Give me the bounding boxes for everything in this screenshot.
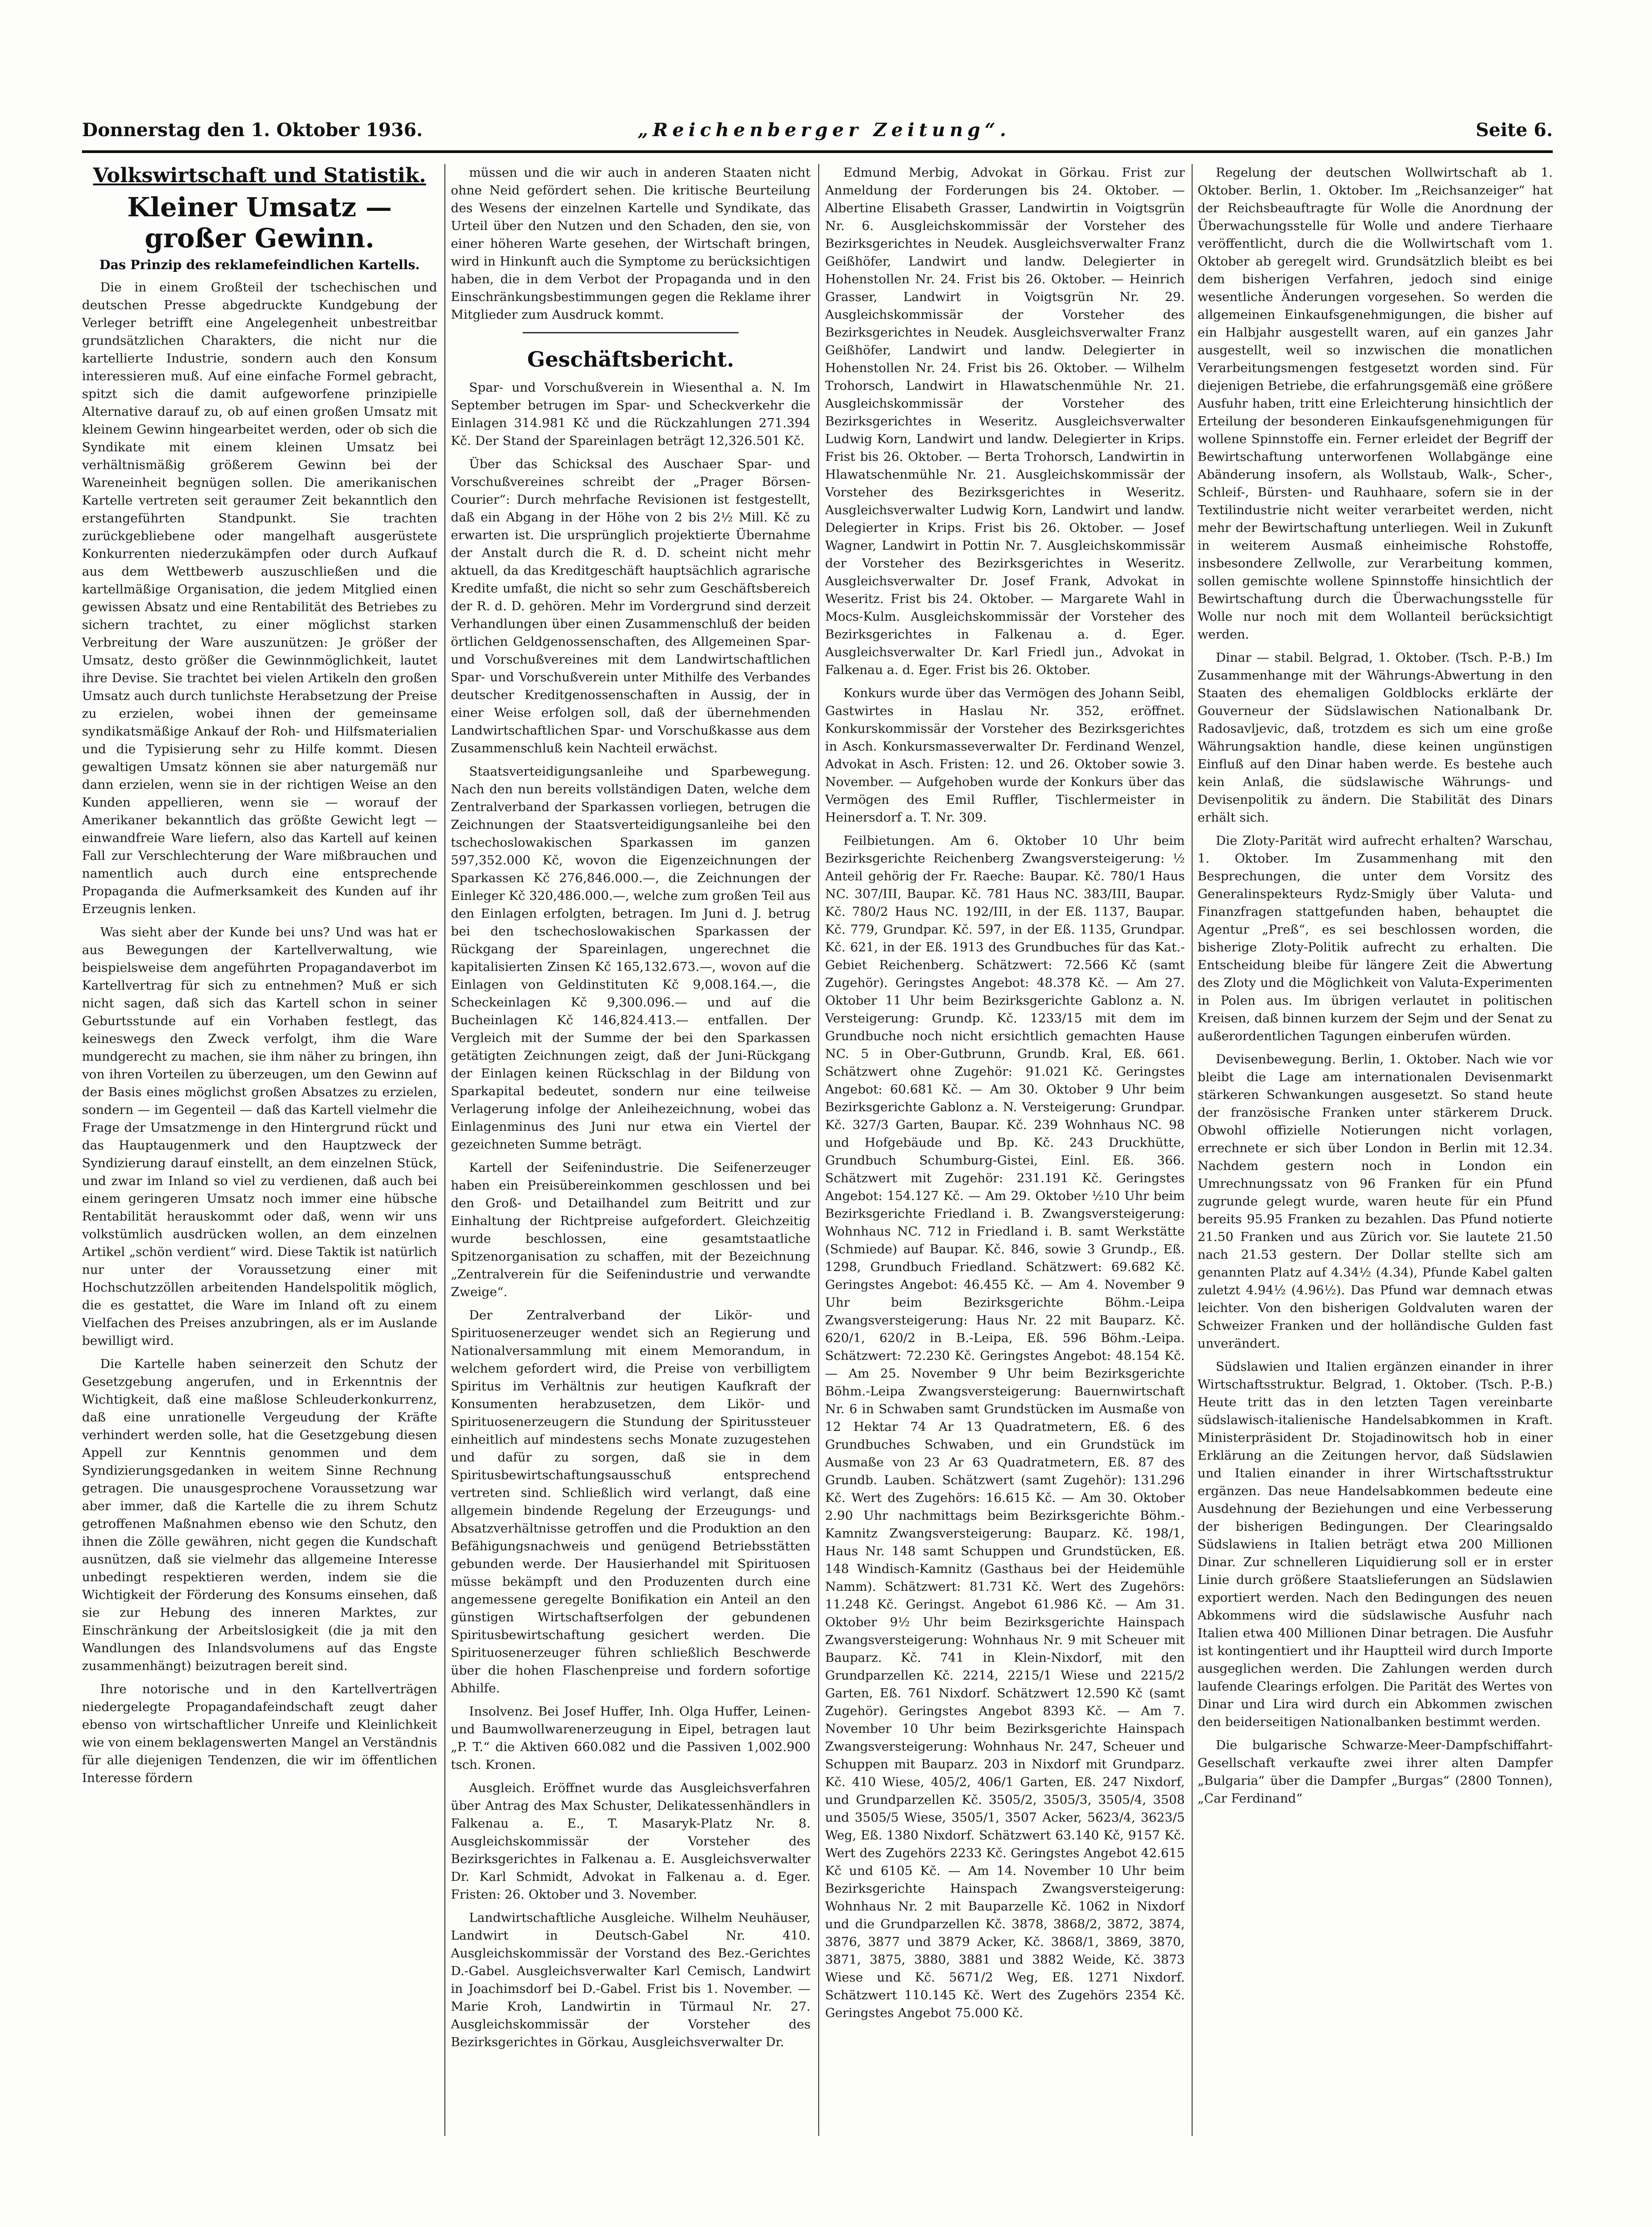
column-rule: [444, 164, 445, 2136]
news-item: Die bulgarische Schwarze-Meer-Dampfschiffahrt-Gesellschaft verkaufte zwei ihrer alten Dampfer „Bulgaria“ über die Dampfer „Burgas“ (2800 Tonnen), „Car Ferdinand“: [1198, 1738, 1553, 1806]
column-rule: [1192, 164, 1193, 2136]
report-item: Spar- und Vorschußverein in Wiesenthal a. N. Im September betrugen im Spar- und Scheckverkehr die Einlagen 314.981 Kč und die Rückzahlungen 271.394 Kč. Der Stand der Spareinlagen beträgt 12,326.501 Kč.: [451, 380, 811, 448]
column-3: [825, 164, 1185, 2136]
paragraph: Die in einem Großteil der tschechischen und deutschen Presse abgedruckte Kundgebung der Verleger betrifft eine Angelegenheit unbestreitbar grundsätzlichen Charakters, die nicht nur die kartellierte Industrie, sondern auch den Konsum interessieren muß. Auf eine einfache Formel gebracht, spitzt sich die damit aufgeworfene prinzipielle Alternative darauf zu, ob auf einen großen Umsatz mit kleinem Gewinn hingearbeitet werden, oder ob sich die Syndikate mit einem kleinen Umsatz bei verhältnismäßig größerem Gewinn bei der Wareneinheit begnügen sollen. Die amerikanischen Kartelle vertreten seit geraumer Zeit bekanntlich den erstangeführten Standpunkt. Sie trachten zurückgebliebene oder mangelhaft ausgerüstete Konkurrenten niederzukämpfen oder durch Aufkauf aus dem Wettbewerb auszuschließen und die kartellmäßige Organisation, die jedem Mitglied einen gewissen Absatz und eine Rentabilität des Betriebes zu sichern trachtet, zu einer möglichst starken Verbreitung der Ware auszunützen: Je größer der Umsatz, desto größer die Gewinnmöglichkeit, lautet ihre Devise. Sie trachtet bei vielen Artikeln den großen Umsatz auch durch tunlichste Herabsetzung der Preise zu erzielen, wobei ihnen der gemeinsame syndikatsmäßige Ankauf der Roh- und Hilfsmaterialien und die Typisierung sehr zu Hilfe kommt. Diesen gewaltigen Umsatz können sie aber naturgemäß nur dann erzielen, wenn sie in der richtigen Weise an den Kunden appellieren, wenn sie — worauf der Amerikaner bekanntlich das größte Gewicht legt — einwandfreie Ware liefern, also das Kartell auf keinen Fall zur Verschlechterung der Ware mißbrauchen und namentlich auch durch eine entsprechende Propaganda die Aufmerksamkeit des Kunden auf ihr Erzeugnis lenken.: [82, 280, 437, 916]
report-item: Landwirtschaftliche Ausgleiche. Wilhelm Neuhäuser, Landwirt in Deutsch-Gabel Nr. 410. Ausgleichskommissär der Vorstand des Bez.-Gerichtes D.-Gabel. Ausgleichsverwalter Karl Cemisch, Landwirt in Joachimsdorf bei D.-Gabel. Frist bis 1. November. — Marie Kroh, Landwirtin in Türmaul Nr. 27. Ausgleichskommissär der Vorsteher des Bezirksgerichtes in Görkau, Ausgleichsverwalter Dr.: [451, 1910, 811, 2049]
business-reports: [451, 379, 811, 2051]
newspaper-title: „Reichenberger Zeitung“.: [637, 119, 1011, 141]
paragraph: Die Kartelle haben seinerzeit den Schutz der Gesetzgebung angerufen, und in Erkenntnis der Wichtigkeit, daß eine maßlose Schleuderkonkurrenz, daß eine unrationelle Vergeudung der Kräfte verhindert werden solle, hat die Gesetzgebung diesen Appell zur Kenntnis genommen und dem Syndizierungsgedanken in weitem Sinne Rechnung getragen. Die unausgesprochene Voraussetzung war aber immer, daß die Kartelle die zu ihrem Schutz getroffenen Maßnahmen ebenso wie den Schutz, den ihnen die Zölle gewähren, nicht gegen die Kundschaft ausnützen, daß sie vielmehr das allgemeine Interesse unbedingt respektieren werden, indem sie die Wichtigkeit der Förderung des Konsums einsehen, daß sie zur Hebung des inneren Marktes, zur Einschränkung der Arbeitslosigkeit (die ja mit den Wandlungen des Inlandsvolumens auf das Engste zusammenhängt) beizutragen bereit sind.: [82, 1357, 437, 1673]
report-item: Insolvenz. Bei Josef Huffer, Inh. Olga Huffer, Leinen- und Baumwollwarenerzeugung in Eipel, betragen laut „P. T.“ die Aktiven 660.082 und die Passiven 1,002.900 tsch. Kronen.: [451, 1704, 811, 1772]
report-item: Staatsverteidigungsanleihe und Sparbewegung. Nach den nun bereits vollständigen Daten, welche dem Zentralverband der Sparkassen vorliegen, betrugen die Zeichnungen der Staatsverteidigungsanleihe bei den tschechoslowakischen Sparkassen im ganzen 597,352.000 Kč, wovon die Eigenzeichnungen der Sparkassen Kč 276,846.000.—, die Zeichnungen der Einleger Kč 320,486.000.—, welche zum großen Teil aus den Einlagen erfolgten, betragen. Im Juni d. J. betrug bei den tschechoslowakischen Sparkassen der Rückgang der Spareinlagen, ungerechnet die kapitalisierten Zinsen Kč 165,132.673.—, wovon auf die Einlagen von Geldinstituten Kč 9,008.164.—, die Scheckeinlagen Kč 9,300.096.— und auf die Bucheinlagen Kč 146,824.413.— entfallen. Der Vergleich mit der Summe der bei den Sparkassen getätigten Zeichnungen zeigt, daß der Juni-Rückgang der Einlagen keinen Rückschlag in der Bildung von Sparkapital bedeutet, sondern nur eine teilweise Verlagerung infolge der Anleihezeichnung, wobei das Einlagenminus des Juni nur etwa ein Viertel der gezeichneten Summe beträgt.: [451, 764, 811, 1152]
article-subtitle: Das Prinzip des reklamefeindlichen Kartells.: [99, 257, 420, 272]
report-item: Der Zentralverband der Likör- und Spirituosenerzeuger wendet sich an Regierung und Nationalversammlung mit einem Memorandum, in welchem gefordert wird, die Preise von verbilligtem Spiritus im Verhältnis zur heutigen Kaufkraft der Konsumenten herabzusetzen, dem Likör- und Spirituosenerzeugern die Stundung der Spiritussteuer einheitlich auf mindestens sechs Monate zuzugestehen und dafür zu sorgen, daß sie in dem Spiritusbewirtschaftungsausschuß entsprechend vertreten sind. Schließlich wird verlangt, daß eine allgemein bindende Regelung der Erzeugungs- und Absatzverhältnisse getroffen und die Produktion an den Befähigungsnachweis und genügend Betriebsstätten gebunden werde. Der Hausierhandel mit Spirituosen müsse bekämpft und den Produzenten durch eine angemessene geregelte Bonifikation ein Anteil an den günstigen Wirtschaftserfolgen der gebundenen Spiritusbewirtschaftung gesichert werden. Die Spirituosenerzeuger führen schließlich Beschwerde über die hohen Flaschenpreise und fordern sofortige Abhilfe.: [451, 1308, 811, 1696]
paragraph: Was sieht aber der Kunde bei uns? Und was hat er aus Bewegungen der Kartellverwaltung, wie beispielsweise dem angeführten Propagandaverbot im Kartellvertrag für sich zu entnehmen? Muß er sich nicht sagen, daß sich das Kartell schon in seiner Geburtsstunde auf ein Vorhaben festlegt, das keineswegs den Zweck verfolgt, ihm die Ware mundgerecht zu machen, sie ihm näher zu bringen, ihn von ihren Vorteilen zu überzeugen, um den Gewinn auf der Basis eines möglichst großen Absatzes zu erzielen, sondern — im Gegenteil — daß das Kartell vielmehr die Frage der Umsatzmenge in den Hintergrund rückt und das Hauptaugenmerk und den Hauptzweck der Syndizierung darauf einstellt, an dem einzelnen Stück, und zwar im Inland so viel zu verdienen, daß auch bei einem geringeren Umsatz noch immer eine hübsche Rentabilität herauskommt oder daß, wenn wir uns volkstümlich ausdrücken wollen, an dem einzelnen Artikel „schön verdient“ wird. Diese Taktik ist natürlich nur unter der Voraussetzung einer mit Hochschutzzöllen arbeitenden Handelspolitik möglich, die es gestattet, die Ware im Inland oft zu einem Vielfachen des Preises anzubringen, als er im Auslande bewilligt wird.: [82, 925, 437, 1348]
header-rule: [82, 150, 1553, 153]
report-item: Über das Schicksal des Auschaer Spar- und Vorschußvereines schreibt der „Prager Börsen-Courier“: Durch mehrfache Revisionen ist festgestellt, daß ein Abgang in der Höhe von 2 bis 2½ Mill. Kč zu erwarten ist. Die ursprünglich projektierte Übernahme der Anstalt durch die R. d. D. scheint nicht mehr aktuell, da das Kreditgeschäft hauptsächlich agrarische Kredite umfaßt, die nicht so sehr zum Geschäftsbereich der R. d. D. gehören. Mehr im Vordergrund sind derzeit Verhandlungen über einen Zusammenschluß der beiden örtlichen Geldgenossenschaften, des Allgemeinen Spar- und Vorschußvereines mit dem Landwirtschaftlichen Spar- und Vorschußverein unter Mithilfe des Verbandes deutscher Kreditgenossenschaften in Aussig, der in einer Weise erfolgen soll, daß der übernehmenden Landwirtschaftlichen Spar- und Vorschußkasse aus dem Zusammenschluß kein Nachteil erwächst.: [451, 457, 811, 756]
paragraph: Ihre notorische und in den Kartellverträgen niedergelegte Propagandafeindschaft zeugt daher ebenso von wirtschaftlicher Unreife und Kleinlichkeit wie von einem beklagenswerten Mangel an Verständnis für alle diejenigen Tendenzen, die wir im öffentlichen Interesse fördern: [82, 1682, 437, 1785]
notice-item: Feilbietungen. Am 6. Oktober 10 Uhr beim Bezirksgerichte Reichenberg Zwangsversteigerung: ½ Anteil gehörig der Fr. Raeche: Baupar. Kč. 780/1 Haus NC. 307/III, Baupar. Kč. 781 Haus NC. 383/III, Baupar. Kč. 780/2 Haus NC. 192/III, in der Eß. 1137, Baupar. Kč. 779, Grundpar. Kč. 597, in der Eß. 1135, Grundpar. Kč. 621, in der Eß. 1913 des Grundbuches für das Kat.-Gebiet Reichenberg. Schätzwert: 72.566 Kč (samt Zugehör). Geringstes Angebot: 48.378 Kč. — Am 27. Oktober 11 Uhr beim Bezirksgerichte Gablonz a. N. Versteigerung: Grundp. Kč. 1233/15 mit dem im Grundbuche noch nicht ersichtlich gemachten Hause NC. 5 in Ober-Gutbrunn, Grundb. Kral, Eß. 661. Schätzwert ohne Zugehör: 91.021 Kč. Geringstes Angebot: 60.681 Kč. — Am 30. Oktober 9 Uhr beim Bezirksgerichte Gablonz a. N. Versteigerung: Grundpar. Kč. 327/3 Garten, Baupar. Kč. 239 Wohnhaus NC. 98 und Hofgebäude und Bp. Kč. 243 Druckhütte, Grundbuch Schumburg-Gistei, Einl. Eß. 366. Schätzwert mit Zugehör: 231.191 Kč. Geringstes Angebot: 154.127 Kč. — Am 29. Oktober ½10 Uhr beim Bezirksgerichte Friedland i. B. Zwangsversteigerung: Wohnhaus NC. 712 in Friedland i. B. samt Werkstätte (Schmiede) auf Baupar. Kč. 846, sowie 3 Grundp., Eß. 1298, Grundbuch Friedland. Schätzwert: 69.682 Kč. Geringstes Angebot: 46.455 Kč. — Am 4. November 9 Uhr beim Bezirksgerichte Böhm.-Leipa Zwangsversteigerung: Haus Nr. 22 mit Bauparz. Kč. 620/1, 620/2 in B.-Leipa, Eß. 596 Böhm.-Leipa. Schätzwert: 72.230 Kč. Geringstes Angebot: 48.154 Kč. — Am 25. November 9 Uhr beim Bezirksgerichte Böhm.-Leipa Zwangsversteigerung: Bauernwirtschaft Nr. 6 in Schwaben samt Grundstücken im Ausmaße von 12 Hektar 74 Ar 13 Quadratmetern, Eß. 6 des Grundbuches Schwaben, und ein Grundstück im Ausmaße von 23 Ar 63 Quadratmetern, Eß. 87 des Grundb. Lauben. Schätzwert (samt Zugehör): 131.296 Kč. Wert des Zugehörs: 16.615 Kč. — Am 30. Oktober 2.90 Uhr nachmittags beim Bezirksgerichte Böhm.-Kamnitz Zwangsversteigerung: Bauparz. Kč. 198/1, Haus Nr. 148 samt Schuppen und Grundstücken, Eß. 148 Windisch-Kamnitz (Gasthaus bei der Heidemühle Namm). Schätzwert: 81.731 Kč. Wert des Zugehörs: 11.248 Kč. Geringst. Angebot 61.986 Kč. — Am 31. Oktober 9½ Uhr beim Bezirksgerichte Hainspach Zwangsversteigerung: Wohnhaus Nr. 9 mit Scheuer mit Bauparz. Kč. 741 in Klein-Nixdorf, mit den Grundparzellen Kč. 2214, 2215/1 Wiese und 2215/2 Garten, Eß. 761 Nixdorf. Schätzwert 12.590 Kč (samt Zugehör). Geringstes Angebot 8393 Kč. — Am 7. November 10 Uhr beim Bezirksgerichte Hainspach Zwangsversteigerung: Wohnhaus Nr. 247, Scheuer und Schuppen mit Bauparz. 203 in Nixdorf mit Grundparz. Kč. 410 Wiese, 405/2, 406/1 Garten, Eß. 247 Nixdorf, und Grundparzellen Kč. 3505/2, 3505/3, 3505/4, 3508 und 3505/5 Wiese, 3505/1, 3507 Acker, 5623/4, 3623/5 Weg, Eß. 1380 Nixdorf. Schätzwert 63.140 Kč, 9157 Kč. Wert des Zugehörs 2233 Kč. Geringstes Angebot 42.615 Kč und 6105 Kč. — Am 14. November 10 Uhr beim Bezirksgerichte Hainspach Zwangsversteigerung: Wohnhaus Nr. 2 mit Bauparzelle Kč. 1062 in Nixdorf und die Grundparzellen Kč. 3878, 3868/2, 3872, 3874, 3876, 3877 und 3879 Acker, Kč. 3868/1, 3869, 3870, 3871, 3875, 3880, 3881 und 3882 Weide, Kč. 3873 Wiese und Kč. 5671/2 Weg, Eß. 1271 Nixdorf. Schätzwert 110.145 Kč. Wert des Zugehörs 2354 Kč. Geringstes Angebot 75.000 Kč.: [825, 833, 1185, 2020]
news-item: Devisenbewegung. Berlin, 1. Oktober. Nach wie vor bleibt die Lage am internationalen Devisenmarkt stärkeren Schwankungen ausgesetzt. So stand heute der französische Franken unter stärkerem Druck. Obwohl offizielle Notierungen nicht vorlagen, errechnete er sich über London in Berlin mit 12.34. Nachdem gestern noch in London ein Umrechnungssatz von 96 Franken für ein Pfund zugrunde gelegt wurde, waren heute für ein Pfund bereits 95.95 Franken zu bezahlen. Das Pfund notierte 21.50 Franken und aus Zürich vor. Sie lautete 21.50 nach 21.53 gestern. Der Dollar stellte sich am genannten Platz auf 4.34½ (4.34), Pfunde Kabel galten zuletzt 4.94½ (4.96½). Das Pfund war demnach etwas leichter. Von den bisherigen Goldvaluten waren der Schweizer Franken und der holländische Gulden fast unverändert.: [1198, 1052, 1553, 1351]
column-1: [82, 164, 437, 2136]
news-item: Südslawien und Italien ergänzen einander in ihrer Wirtschaftsstruktur. Belgrad, 1. Oktober. (Tsch. P.-B.) Heute tritt das in den letzten Tagen vereinbarte südslawisch-italienische Handelsabkommen in Kraft. Ministerpräsident Dr. Stojadinowitsch hob in einer Erklärung an die Zeitungen hervor, daß Südslawien und Italien einander in ihrer Wirtschaftsstruktur ergänzen. Das neue Handelsabkommen bedeute eine Ausdehnung der Beziehungen und eine Verbesserung der bisherigen Bedingungen. Der Clearingsaldo Südslawiens in Italien beträgt etwa 200 Millionen Dinar. Zur schnelleren Liquidierung soll er in erster Linie durch größere Staatslieferungen an Südslawien exportiert werden. Nach den Bedingungen des neuen Abkommens wird die südslawische Ausfuhr nach Italien etwa 400 Millionen Dinar betragen. Die Ausfuhr ist kontingentiert und ihr Hauptteil wird durch Importe ausgeglichen werden. Die Zahlungen werden durch laufende Clearings erfolgen. Die Parität des Wertes von Dinar und Lira wird durch ein Abkommen zwischen den beiderseitigen Nationalbanken bestimmt werden.: [1198, 1359, 1553, 1729]
news-item: Die Zloty-Parität wird aufrecht erhalten? Warschau, 1. Oktober. Im Zusammenhang mit den Besprechungen, die unter dem Vorsitz des Generalinspekteurs Rydz-Smigly über Valuta- und Finanzfragen stattgefunden haben, behauptet die Agentur „Preß“, es sei beschlossen worden, die bisherige Zloty-Politik aufrecht zu erhalten. Die Entscheidung bleibe für längere Zeit die Abwertung des Zloty und die Möglichkeit von Valuta-Experimenten in Polen aus. Im übrigen verlautet in politischen Kreisen, daß binnen kurzem der Sejm und der Senat zu außerordentlichen Tagungen einberufen würden.: [1198, 833, 1553, 1043]
masthead: [82, 119, 1553, 151]
report-item: Kartell der Seifenindustrie. Die Seifenerzeuger haben ein Preisübereinkommen geschlossen und bei den Groß- und Detailhandel zum Beitritt und zur Einhaltung der Richtpreise aufgefordert. Gleichzeitig wurde beschlossen, eine gesamtstaatliche Spitzenorganisation zu schaffen, mit der Bezeichnung „Zentralverein für die Seifenindustrie und verwandte Zweige“.: [451, 1160, 811, 1299]
notice-item: Konkurs wurde über das Vermögen des Johann Seibl, Gastwirtes in Haslau Nr. 352, eröffnet. Konkurskommissär der Vorsteher des Bezirksgerichtes in Asch. Konkursmasseverwalter Dr. Ferdinand Wenzel, Advokat in Asch. Fristen: 12. und 26. Oktober sowie 3. November. — Aufgehoben wurde der Konkurs über das Vermögen des Emil Ruffler, Tischlermeister in Heinersdorf a. T. Nr. 309.: [825, 686, 1185, 825]
article-body: [82, 279, 437, 1787]
report-item: Ausgleich. Eröffnet wurde das Ausgleichsverfahren über Antrag des Max Schuster, Delikatessenhändlers in Falkenau a. E., T. Masaryk-Platz Nr. 8. Ausgleichskommissär der Vorsteher des Bezirksgerichtes in Falkenau a. E. Ausgleichsverwalter Dr. Karl Schmidt, Advokat in Falkenau a. d. Eger. Fristen: 26. Oktober und 3. November.: [451, 1781, 811, 1902]
issue-date: Donnerstag den 1. Oktober 1936.: [82, 119, 423, 141]
news-item: Dinar — stabil. Belgrad, 1. Oktober. (Tsch. P.-B.) Im Zusammenhange mit der Währungs-Abwertung in den Staaten des ehemaligen Goldblocks erklärte der Gouverneur der Südslawischen Nationalbank Dr. Radosavljevic, daß, trotzdem es sich um eine große Währungsaktion handle, diese keinen ungünstigen Einfluß auf den Dinar haben werde. Es bestehe auch kein Anlaß, die südslawische Währungs- und Devisenpolitik zu ändern. Die Stabilität des Dinars erhält sich.: [1198, 650, 1553, 825]
column-4: [1198, 164, 1553, 2136]
section-heading: Geschäftsbericht.: [527, 347, 734, 372]
notices: [825, 164, 1185, 2022]
page-number: Seite 6.: [1475, 119, 1553, 141]
article-body-continued: [451, 164, 811, 324]
news-item: Regelung der deutschen Wollwirtschaft ab 1. Oktober. Berlin, 1. Oktober. Im „Reichsanzeiger“ hat der Reichsbeauftragte für Wolle die Anordnung der Überwachungsstelle für Wolle und andere Tierhaare veröffentlicht, durch die die Wollwirtschaft vom 1. Oktober ab geregelt wird. Grundsätzlich bleibt es bei dem bisherigen Verfahren, jedoch sind einige wesentliche Änderungen vorgesehen. So werden die allgemeinen Einkaufsgenehmigungen, die bisher auf ein Halbjahr ausgestellt waren, auf ein ganzes Jahr ausgestellt, weil so inzwischen die monatlichen Verarbeitungsmengen festgesetzt worden sind. Für diejenigen Betriebe, die erfahrungsgemäß eine größere Ausfuhr haben, tritt eine Erleichterung hinsichtlich der Erteilung der besonderen Einkaufsgenehmigungen für wollene Spinnstoffe ein. Ferner erleidet der Begriff der Bewirtschaftung unterworfenen Wollabgänge eine Abänderung insofern, als Wollstaub, Walk-, Scher-, Schleif-, Bürsten- und Rauhhaare, sofern sie in der Textilindustrie nicht weiter verarbeitet werden, nicht mehr der Bewirtschaftung unterliegen. Weil in Zukunft in weiterem Ausmaß einheimische Rohstoffe, insbesondere Zellwolle, zur Verarbeitung kommen, sollen gemischte wollene Spinnstoffe hinsichtlich der Bewirtschaftung durch die Überwachungsstelle für Wolle nur noch mit dem Wollanteil berücksichtigt werden.: [1198, 165, 1553, 642]
article-title: Kleiner Umsatz — großer Gewinn.: [127, 192, 392, 254]
column-rule: [818, 164, 819, 2136]
divider: [523, 332, 739, 333]
notice-item: Edmund Merbig, Advokat in Görkau. Frist zur Anmeldung der Forderungen bis 24. Oktober. — Albertine Elisabeth Grasser, Landwirtin in Voigtsgrün Nr. 6. Ausgleichskommissär der Vorsteher des Bezirksgerichtes in Neudek. Ausgleichsverwalter Franz Geißhöfer, Landwirt und landw. Delegierter in Hohenstollen Nr. 24. Frist bis 26. Oktober. — Heinrich Grasser, Landwirt in Voigtsgrün Nr. 29. Ausgleichskommissär der Vorsteher des Bezirksgerichtes in Neudek. Ausgleichsverwalter Franz Geißhöfer, Landwirt und landw. Delegierter in Hohenstollen Nr. 24. Frist bis 26. Oktober. — Wilhelm Trohorsch, Landwirt in Hlawatschenmühle Nr. 21. Ausgleichskommissär der Vorsteher des Bezirksgerichtes in Weseritz. Ausgleichsverwalter Ludwig Korn, Landwirt und landw. Delegierter in Krips. Frist bis 26. Oktober. — Berta Trohorsch, Landwirtin in Hlawatschenmühle Nr. 21. Ausgleichskommissär der Vorsteher des Bezirksgerichtes in Weseritz. Ausgleichsverwalter Ludwig Korn, Landwirt und landw. Delegierter in Krips. Frist bis 26. Oktober. — Josef Wagner, Landwirt in Pottin Nr. 7. Ausgleichskommissär der Vorsteher des Bezirksgerichtes in Weseritz. Ausgleichsverwalter Dr. Josef Frank, Advokat in Weseritz. Frist bis 24. Oktober. — Margarete Wahl in Mocs-Kulm. Ausgleichskommissär der Vorsteher des Bezirksgerichtes in Falkenau a. d. Eger. Ausgleichsverwalter Dr. Karl Friedl jun., Advokat in Falkenau a. d. Eger. Frist bis 26. Oktober.: [825, 165, 1185, 677]
paragraph: müssen und die wir auch in anderen Staaten nicht ohne Neid gefördert sehen. Die kritische Beurteilung des Wesens der einzelnen Kartelle und Syndikate, das Urteil über den Nutzen und den Schaden, den sie, von einer höheren Warte gesehen, der Wirtschaft bringen, wird in Hinkunft auch die Symptome zu berücksichtigen haben, die in dem Verbot der Propaganda und in den Einschränkungsbestimmungen gegen die Reklame ihrer Mitglieder zum Ausdruck kommt.: [451, 165, 811, 322]
section-heading: Volkswirtschaft und Statistik.: [93, 164, 426, 187]
economic-news: [1198, 164, 1553, 1808]
column-2: [451, 164, 811, 2136]
